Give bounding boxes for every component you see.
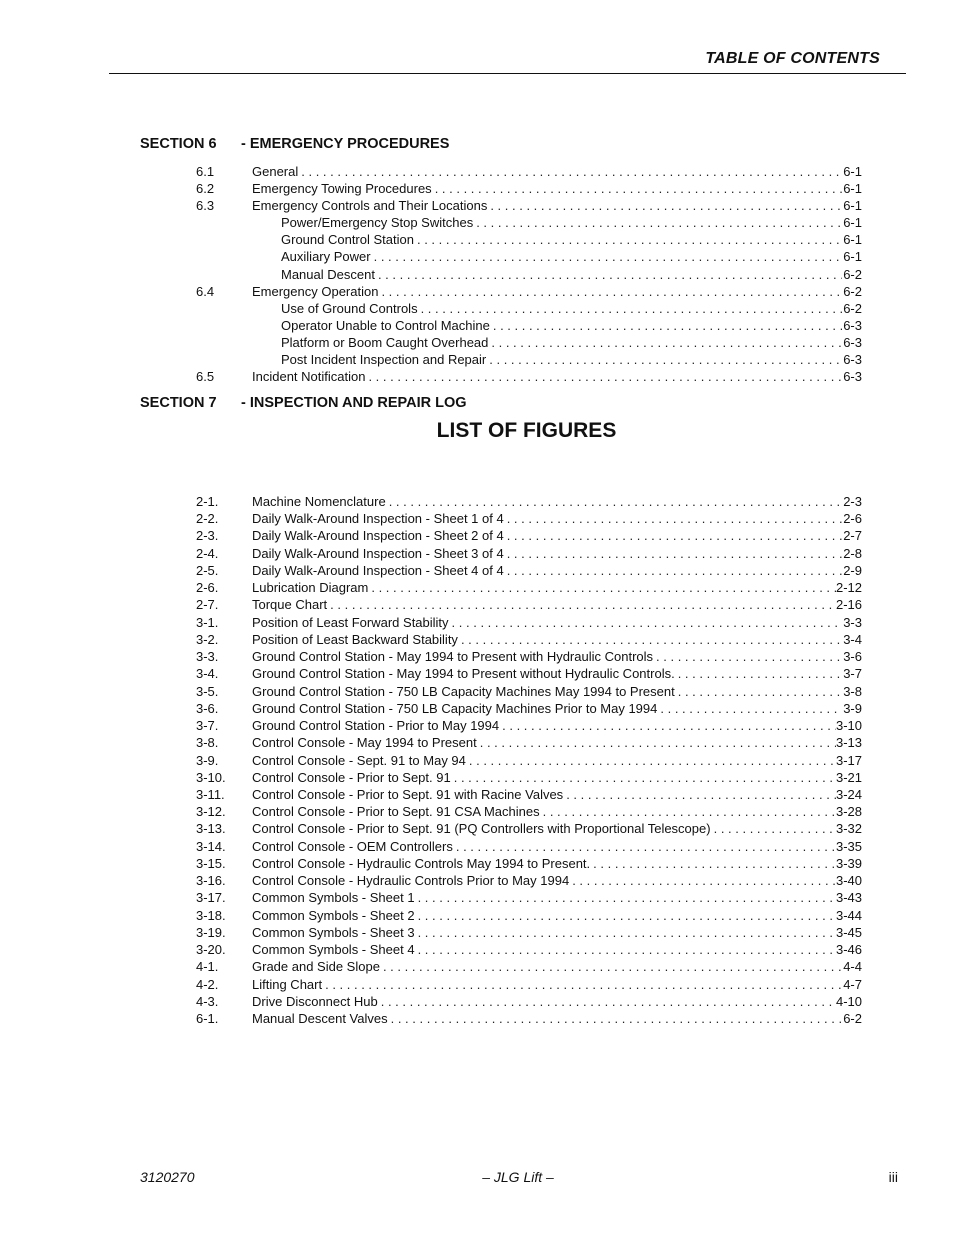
entry-title: Power/Emergency Stop Switches — [281, 215, 474, 231]
dot-leader — [477, 734, 836, 751]
toc-entry[interactable] — [196, 248, 862, 265]
toc-entry[interactable] — [196, 180, 862, 197]
entry-number: 6.5 — [196, 369, 215, 385]
entry-title: Ground Control Station - May 1994 to Present with Hydraulic Controls — [252, 649, 654, 665]
dot-leader — [487, 197, 842, 214]
entry-page-number: 3-21 — [835, 769, 862, 785]
dot-leader — [569, 872, 836, 889]
figure-entry[interactable] — [196, 924, 862, 941]
entry-title: Control Console - Prior to Sept. 91 CSA Machines — [252, 804, 540, 820]
entry-page-number: 2-12 — [835, 580, 862, 596]
section-6-label: SECTION 6 — [140, 136, 217, 152]
entry-title: Manual Descent Valves — [252, 1011, 388, 1027]
list-of-figures-title: LIST OF FIGURES — [436, 419, 617, 442]
entry-number: 3-17. — [196, 890, 226, 906]
entry-title: Daily Walk-Around Inspection - Sheet 3 of 4 — [252, 545, 504, 561]
section-6-title: - EMERGENCY PROCEDURES — [241, 136, 450, 152]
entry-page-number: 2-3 — [843, 494, 862, 509]
dot-leader — [327, 596, 836, 613]
dot-leader — [380, 958, 842, 975]
entry-title: General — [252, 164, 299, 179]
entry-number: 4-2. — [196, 976, 219, 992]
dot-leader — [675, 665, 842, 682]
entry-title: Platform or Boom Caught Overhead — [281, 334, 489, 350]
figure-entry[interactable] — [196, 562, 862, 579]
header-rule — [109, 73, 906, 74]
entry-page-number: 6-2 — [843, 300, 862, 316]
entry-page-number: 6-1 — [843, 198, 862, 214]
entry-page-number: 3-4 — [843, 631, 862, 647]
entry-page-number: 3-10 — [835, 718, 862, 734]
entry-page-number: 3-28 — [835, 804, 862, 820]
entry-page-number: 3-40 — [835, 873, 862, 889]
entry-title: Machine Nomenclature — [252, 494, 386, 509]
entry-number: 3-16. — [196, 873, 226, 889]
entry-title: Control Console - OEM Controllers — [252, 838, 453, 854]
toc-entry[interactable] — [196, 351, 862, 368]
dot-leader — [563, 786, 836, 803]
entry-title: Common Symbols - Sheet 3 — [252, 924, 415, 940]
section-7-heading — [140, 395, 467, 411]
entry-page-number: 3-13 — [835, 735, 862, 751]
toc-entry[interactable] — [196, 300, 862, 317]
entry-page-number: 3-46 — [835, 942, 862, 958]
figure-entry[interactable] — [196, 614, 862, 631]
figure-entry[interactable] — [196, 527, 862, 544]
entry-title: Common Symbols - Sheet 1 — [252, 890, 415, 906]
entry-number: 3-19. — [196, 924, 226, 940]
entry-title: Grade and Side Slope — [252, 959, 380, 975]
entry-title: Drive Disconnect Hub — [252, 993, 378, 1009]
toc-entry[interactable] — [196, 317, 862, 334]
entry-title: Control Console - Hydraulic Controls May 1994 to Present. — [252, 855, 591, 871]
entry-number: 3-1. — [196, 614, 219, 630]
entry-number: 3-9. — [196, 752, 219, 768]
entry-title: Control Console - Prior to Sept. 91 — [252, 769, 451, 785]
entry-title: Manual Descent — [281, 266, 375, 282]
entry-number: 3-15. — [196, 855, 226, 871]
entry-title: Ground Control Station - 750 LB Capacity Machines Prior to May 1994 — [252, 700, 658, 716]
dot-leader — [499, 717, 836, 734]
entry-number: 2-4. — [196, 545, 219, 561]
dot-leader — [371, 248, 842, 265]
toc-entry[interactable] — [196, 266, 862, 283]
entry-title: Position of Least Backward Stability — [252, 631, 458, 647]
footer-center: – JLG Lift – — [482, 1169, 554, 1185]
entry-number: 6.1 — [196, 164, 215, 179]
dot-leader — [653, 648, 842, 665]
figure-entry[interactable] — [196, 717, 862, 734]
dot-leader — [415, 907, 836, 924]
entry-title: Control Console - Sept. 91 to May 94 — [252, 752, 466, 768]
figure-entry[interactable] — [196, 683, 862, 700]
toc-entry[interactable] — [196, 214, 862, 231]
figure-entry[interactable] — [196, 889, 862, 906]
entry-page-number: 6-1 — [843, 181, 862, 197]
entry-page-number: 6-1 — [843, 164, 862, 179]
dot-leader — [540, 803, 836, 820]
figure-entry[interactable] — [196, 769, 862, 786]
dot-leader — [449, 614, 842, 631]
entry-number: 6-1. — [196, 1011, 219, 1027]
dot-leader — [298, 163, 842, 180]
figure-entry[interactable] — [196, 958, 862, 975]
entry-page-number: 2-16 — [835, 597, 862, 613]
figure-entry[interactable] — [196, 941, 862, 958]
entry-page-number: 3-7 — [843, 666, 862, 682]
entry-number: 4-3. — [196, 993, 219, 1009]
figure-entry[interactable] — [196, 855, 862, 872]
entry-page-number: 3-24 — [835, 786, 862, 802]
entry-number: 2-5. — [196, 562, 219, 578]
entry-number: 3-3. — [196, 649, 219, 665]
section-7-label: SECTION 7 — [140, 395, 217, 411]
entry-page-number: 3-45 — [835, 924, 862, 940]
entry-page-number: 6-1 — [843, 249, 862, 265]
dot-leader — [504, 545, 842, 562]
figure-entry[interactable] — [196, 700, 862, 717]
entry-title: Common Symbols - Sheet 2 — [252, 907, 415, 923]
section-6-entries — [196, 163, 862, 385]
entry-title: Daily Walk-Around Inspection - Sheet 4 of 4 — [252, 562, 504, 578]
entry-page-number: 4-4 — [843, 959, 862, 975]
dot-leader — [504, 527, 842, 544]
figure-entry[interactable] — [196, 734, 862, 751]
entry-title: Common Symbols - Sheet 4 — [252, 942, 415, 958]
figure-entry[interactable] — [196, 665, 862, 682]
figure-entry[interactable] — [196, 648, 862, 665]
dot-leader — [458, 631, 842, 648]
dot-leader — [378, 283, 842, 300]
dot-leader — [675, 683, 842, 700]
entry-page-number: 3-6 — [843, 649, 862, 665]
entry-title: Torque Chart — [252, 597, 328, 613]
entry-page-number: 6-2 — [843, 266, 862, 282]
entry-title: Ground Control Station - May 1994 to Present without Hydraulic Controls. — [252, 666, 675, 682]
entry-page-number: 2-6 — [843, 511, 862, 527]
entry-number: 2-2. — [196, 511, 219, 527]
dot-leader — [657, 700, 842, 717]
entry-number: 3-7. — [196, 718, 219, 734]
list-of-figures-entries — [196, 493, 862, 1027]
toc-entry[interactable] — [196, 334, 862, 351]
figure-entry[interactable] — [196, 976, 862, 993]
entry-page-number: 3-3 — [843, 614, 862, 630]
figure-entry[interactable] — [196, 631, 862, 648]
dot-leader — [388, 1010, 842, 1027]
entry-page-number: 6-3 — [843, 352, 862, 368]
figure-entry[interactable] — [196, 786, 862, 803]
entry-number: 3-13. — [196, 821, 226, 837]
entry-page-number: 4-10 — [835, 993, 862, 1009]
figure-entry[interactable] — [196, 545, 862, 562]
entry-page-number: 6-2 — [843, 283, 862, 299]
entry-title: Lifting Chart — [252, 976, 323, 992]
figure-entry[interactable] — [196, 596, 862, 613]
entry-number: 3-14. — [196, 838, 226, 854]
entry-title: Position of Least Forward Stability — [252, 614, 449, 630]
dot-leader — [414, 231, 842, 248]
entry-number: 2-6. — [196, 580, 219, 596]
figure-entry[interactable] — [196, 820, 862, 837]
entry-page-number: 6-2 — [843, 1011, 862, 1027]
entry-page-number: 6-3 — [843, 369, 862, 385]
entry-page-number: 2-8 — [843, 545, 862, 561]
entry-page-number: 2-9 — [843, 562, 862, 578]
footer-doc-number: 3120270 — [140, 1169, 195, 1185]
figure-entry[interactable] — [196, 1010, 862, 1027]
dot-leader — [432, 180, 842, 197]
figure-entry[interactable] — [196, 907, 862, 924]
entry-number: 2-7. — [196, 597, 219, 613]
dot-leader — [365, 368, 842, 385]
entry-title: Ground Control Station - 750 LB Capacity Machines May 1994 to Present — [252, 683, 675, 699]
entry-page-number: 6-1 — [843, 232, 862, 248]
toc-entry[interactable] — [196, 163, 862, 180]
dot-leader — [451, 769, 836, 786]
entry-page-number: 3-35 — [835, 838, 862, 854]
page-header-title: TABLE OF CONTENTS — [705, 50, 880, 67]
entry-page-number: 6-3 — [843, 317, 862, 333]
dot-leader — [418, 300, 842, 317]
dot-leader — [322, 976, 842, 993]
dot-leader — [504, 510, 842, 527]
dot-leader — [466, 752, 836, 769]
entry-page-number: 2-7 — [843, 528, 862, 544]
entry-title: Control Console - May 1994 to Present — [252, 735, 477, 751]
entry-title: Post Incident Inspection and Repair — [281, 352, 487, 368]
figure-entry[interactable] — [196, 803, 862, 820]
figure-entry[interactable] — [196, 872, 862, 889]
entry-number: 3-20. — [196, 942, 226, 958]
dot-leader — [486, 351, 842, 368]
entry-title: Ground Control Station — [281, 232, 414, 248]
dot-leader — [375, 266, 842, 283]
entry-title: Ground Control Station - Prior to May 1994 — [252, 718, 500, 734]
figure-entry[interactable] — [196, 493, 862, 510]
entry-title: Use of Ground Controls — [281, 300, 418, 316]
section-7-title: - INSPECTION AND REPAIR LOG — [241, 395, 467, 411]
entry-number: 3-5. — [196, 683, 219, 699]
dot-leader — [504, 562, 842, 579]
toc-entry[interactable] — [196, 368, 862, 385]
dot-leader — [386, 493, 842, 510]
dot-leader — [490, 317, 842, 334]
entry-page-number: 4-7 — [843, 976, 862, 992]
dot-leader — [453, 838, 836, 855]
entry-title: Auxiliary Power — [281, 249, 371, 265]
entry-title: Emergency Operation — [252, 283, 379, 299]
dot-leader — [415, 941, 836, 958]
entry-number: 3-12. — [196, 804, 226, 820]
entry-number: 6.3 — [196, 198, 215, 214]
entry-title: Operator Unable to Control Machine — [281, 317, 490, 333]
entry-title: Daily Walk-Around Inspection - Sheet 2 of 4 — [252, 528, 504, 544]
figure-entry[interactable] — [196, 510, 862, 527]
entry-page-number: 3-44 — [835, 907, 862, 923]
dot-leader — [711, 820, 836, 837]
entry-number: 2-1. — [196, 494, 219, 509]
figure-entry[interactable] — [196, 838, 862, 855]
entry-page-number: 3-9 — [843, 700, 862, 716]
entry-number: 3-11. — [196, 786, 225, 802]
toc-entry[interactable] — [196, 197, 862, 214]
entry-page-number: 3-32 — [835, 821, 862, 837]
entry-title: Control Console - Hydraulic Controls Prior to May 1994 — [252, 873, 570, 889]
entry-number: 3-8. — [196, 735, 219, 751]
entry-number: 3-6. — [196, 700, 219, 716]
entry-number: 3-4. — [196, 666, 219, 682]
dot-leader — [368, 579, 836, 596]
toc-entry[interactable] — [196, 231, 862, 248]
entry-title: Lubrication Diagram — [252, 580, 369, 596]
entry-title: Control Console - Prior to Sept. 91 (PQ Controllers with Proportional Telescope) — [252, 821, 711, 837]
entry-page-number: 3-39 — [835, 855, 862, 871]
entry-page-number: 6-1 — [843, 215, 862, 231]
dot-leader — [488, 334, 842, 351]
entry-title: Emergency Towing Procedures — [252, 181, 432, 197]
entry-title: Daily Walk-Around Inspection - Sheet 1 of 4 — [252, 511, 504, 527]
dot-leader — [415, 924, 836, 941]
entry-number: 6.2 — [196, 181, 215, 197]
entry-number: 3-2. — [196, 631, 219, 647]
dot-leader — [590, 855, 836, 872]
figure-entry[interactable] — [196, 752, 862, 769]
dot-leader — [378, 993, 836, 1010]
section-6-heading — [140, 136, 449, 152]
entry-page-number: 3-17 — [835, 752, 862, 768]
figure-entry[interactable] — [196, 579, 862, 596]
dot-leader — [473, 214, 842, 231]
entry-number: 2-3. — [196, 528, 219, 544]
entry-page-number: 6-3 — [843, 334, 862, 350]
entry-title: Control Console - Prior to Sept. 91 with Racine Valves — [252, 786, 564, 802]
entry-title: Incident Notification — [252, 369, 366, 385]
entry-number: 3-10. — [196, 769, 226, 785]
entry-page-number: 3-8 — [843, 683, 862, 699]
figure-entry[interactable] — [196, 993, 862, 1010]
entry-page-number: 3-43 — [835, 890, 862, 906]
toc-entry[interactable] — [196, 283, 862, 300]
dot-leader — [415, 889, 836, 906]
entry-number: 4-1. — [196, 959, 219, 975]
entry-title: Emergency Controls and Their Locations — [252, 198, 488, 214]
entry-number: 3-18. — [196, 907, 226, 923]
footer-page-number: iii — [888, 1169, 898, 1185]
entry-number: 6.4 — [196, 283, 215, 299]
